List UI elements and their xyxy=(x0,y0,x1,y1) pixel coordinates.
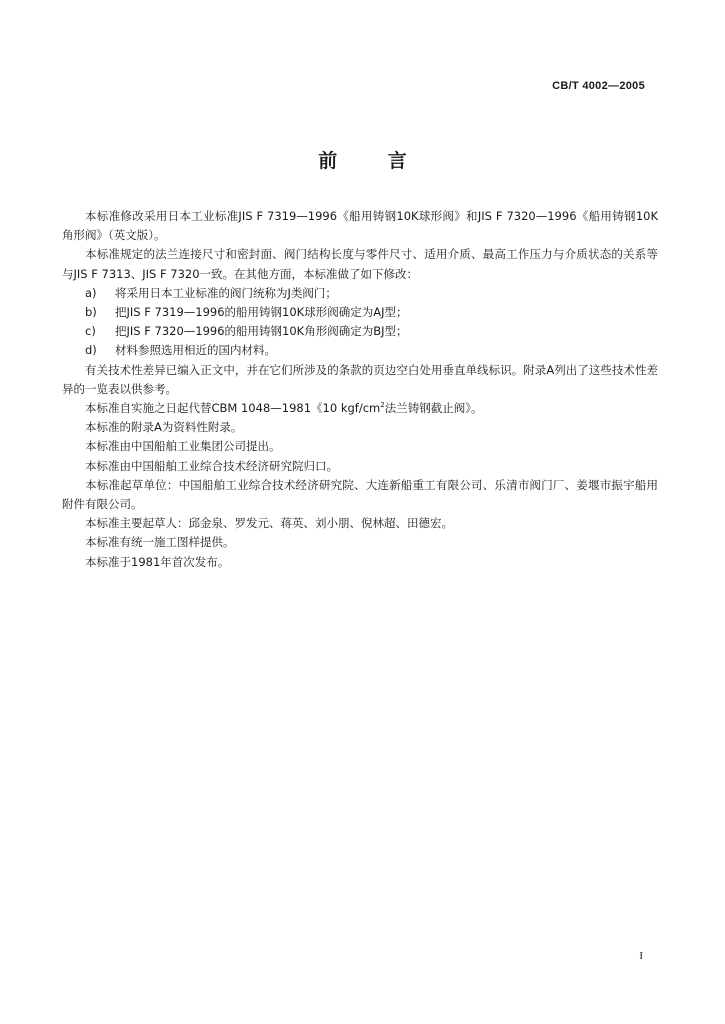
paragraph-replacement xyxy=(62,399,658,418)
list-item xyxy=(62,341,658,360)
list-marker: a) xyxy=(85,285,97,300)
list-item xyxy=(62,303,658,322)
page-title: 前 言 xyxy=(318,150,429,172)
standard-number: CB/T 4002—2005 xyxy=(552,80,645,92)
list-item-text: 把JIS F 7320—1996的船用铸钢10K角形阀确定为BJ型； xyxy=(115,324,408,339)
superscript-exponent: 2 xyxy=(380,401,385,410)
paragraph-drawings: 本标准有统一施工图样提供。 xyxy=(85,535,235,550)
list-item-text: 把JIS F 7319—1996的船用铸钢10K球形阀确定为AJ型； xyxy=(115,305,408,320)
list-marker: d) xyxy=(85,343,97,358)
paragraph-proposer: 本标准由中国船舶工业集团公司提出。 xyxy=(85,439,281,454)
paragraph-first-release: 本标准于1981年首次发布。 xyxy=(85,554,230,569)
list-item-text: 将采用日本工业标准的阀门统称为J类阀门； xyxy=(115,285,337,300)
paragraph-modifications: 本标准规定的法兰连接尺寸和密封面、阀门结构长度与零件尺寸、适用介质、最高工作压力与介质状态的关系等与JIS F 7313、JIS F 7320一致。在其他方面，本标准做了如下修改： xyxy=(62,247,658,281)
replacement-text-after: 法兰铸钢截止阀》。 xyxy=(384,401,483,416)
paragraph-administrator: 本标准由中国船舶工业综合技术经济研究院归口。 xyxy=(85,458,338,473)
list-item xyxy=(62,284,658,303)
list-marker: b) xyxy=(85,305,97,320)
list-item-text: 材料参照选用相近的国内材料。 xyxy=(115,343,276,358)
replacement-text-before: 本标准自实施之日起代替CBM 1048—1981《10 kgf/cm xyxy=(85,401,381,416)
paragraph-appendix: 本标准的附录A为资料性附录。 xyxy=(85,420,243,435)
list-item xyxy=(62,322,658,341)
page-number: I xyxy=(639,950,643,962)
paragraph-drafting-units: 本标准起草单位：中国船舶工业综合技术经济研究院、大连新船重工有限公司、乐清市阀门厂、姜堰市振宇船用附件有限公司。 xyxy=(62,477,658,512)
foreword-body xyxy=(62,207,658,572)
list-marker: c) xyxy=(85,324,96,339)
paragraph-adoption: 本标准修改采用日本工业标准JIS F 7319—1996《船用铸钢10K球形阀》和JIS F 7320—1996《船用铸钢10K角形阀》（英文版）。 xyxy=(62,209,658,243)
paragraph-technical-differences: 有关技术性差异已编入正文中，并在它们所涉及的条款的页边空白处用垂直单线标识。附录A列出了这些技术性差异的一览表以供参考。 xyxy=(62,362,658,396)
paragraph-drafters: 本标准主要起草人：邱金泉、罗发元、蒋英、刘小朋、倪林超、田德宏。 xyxy=(85,516,453,531)
